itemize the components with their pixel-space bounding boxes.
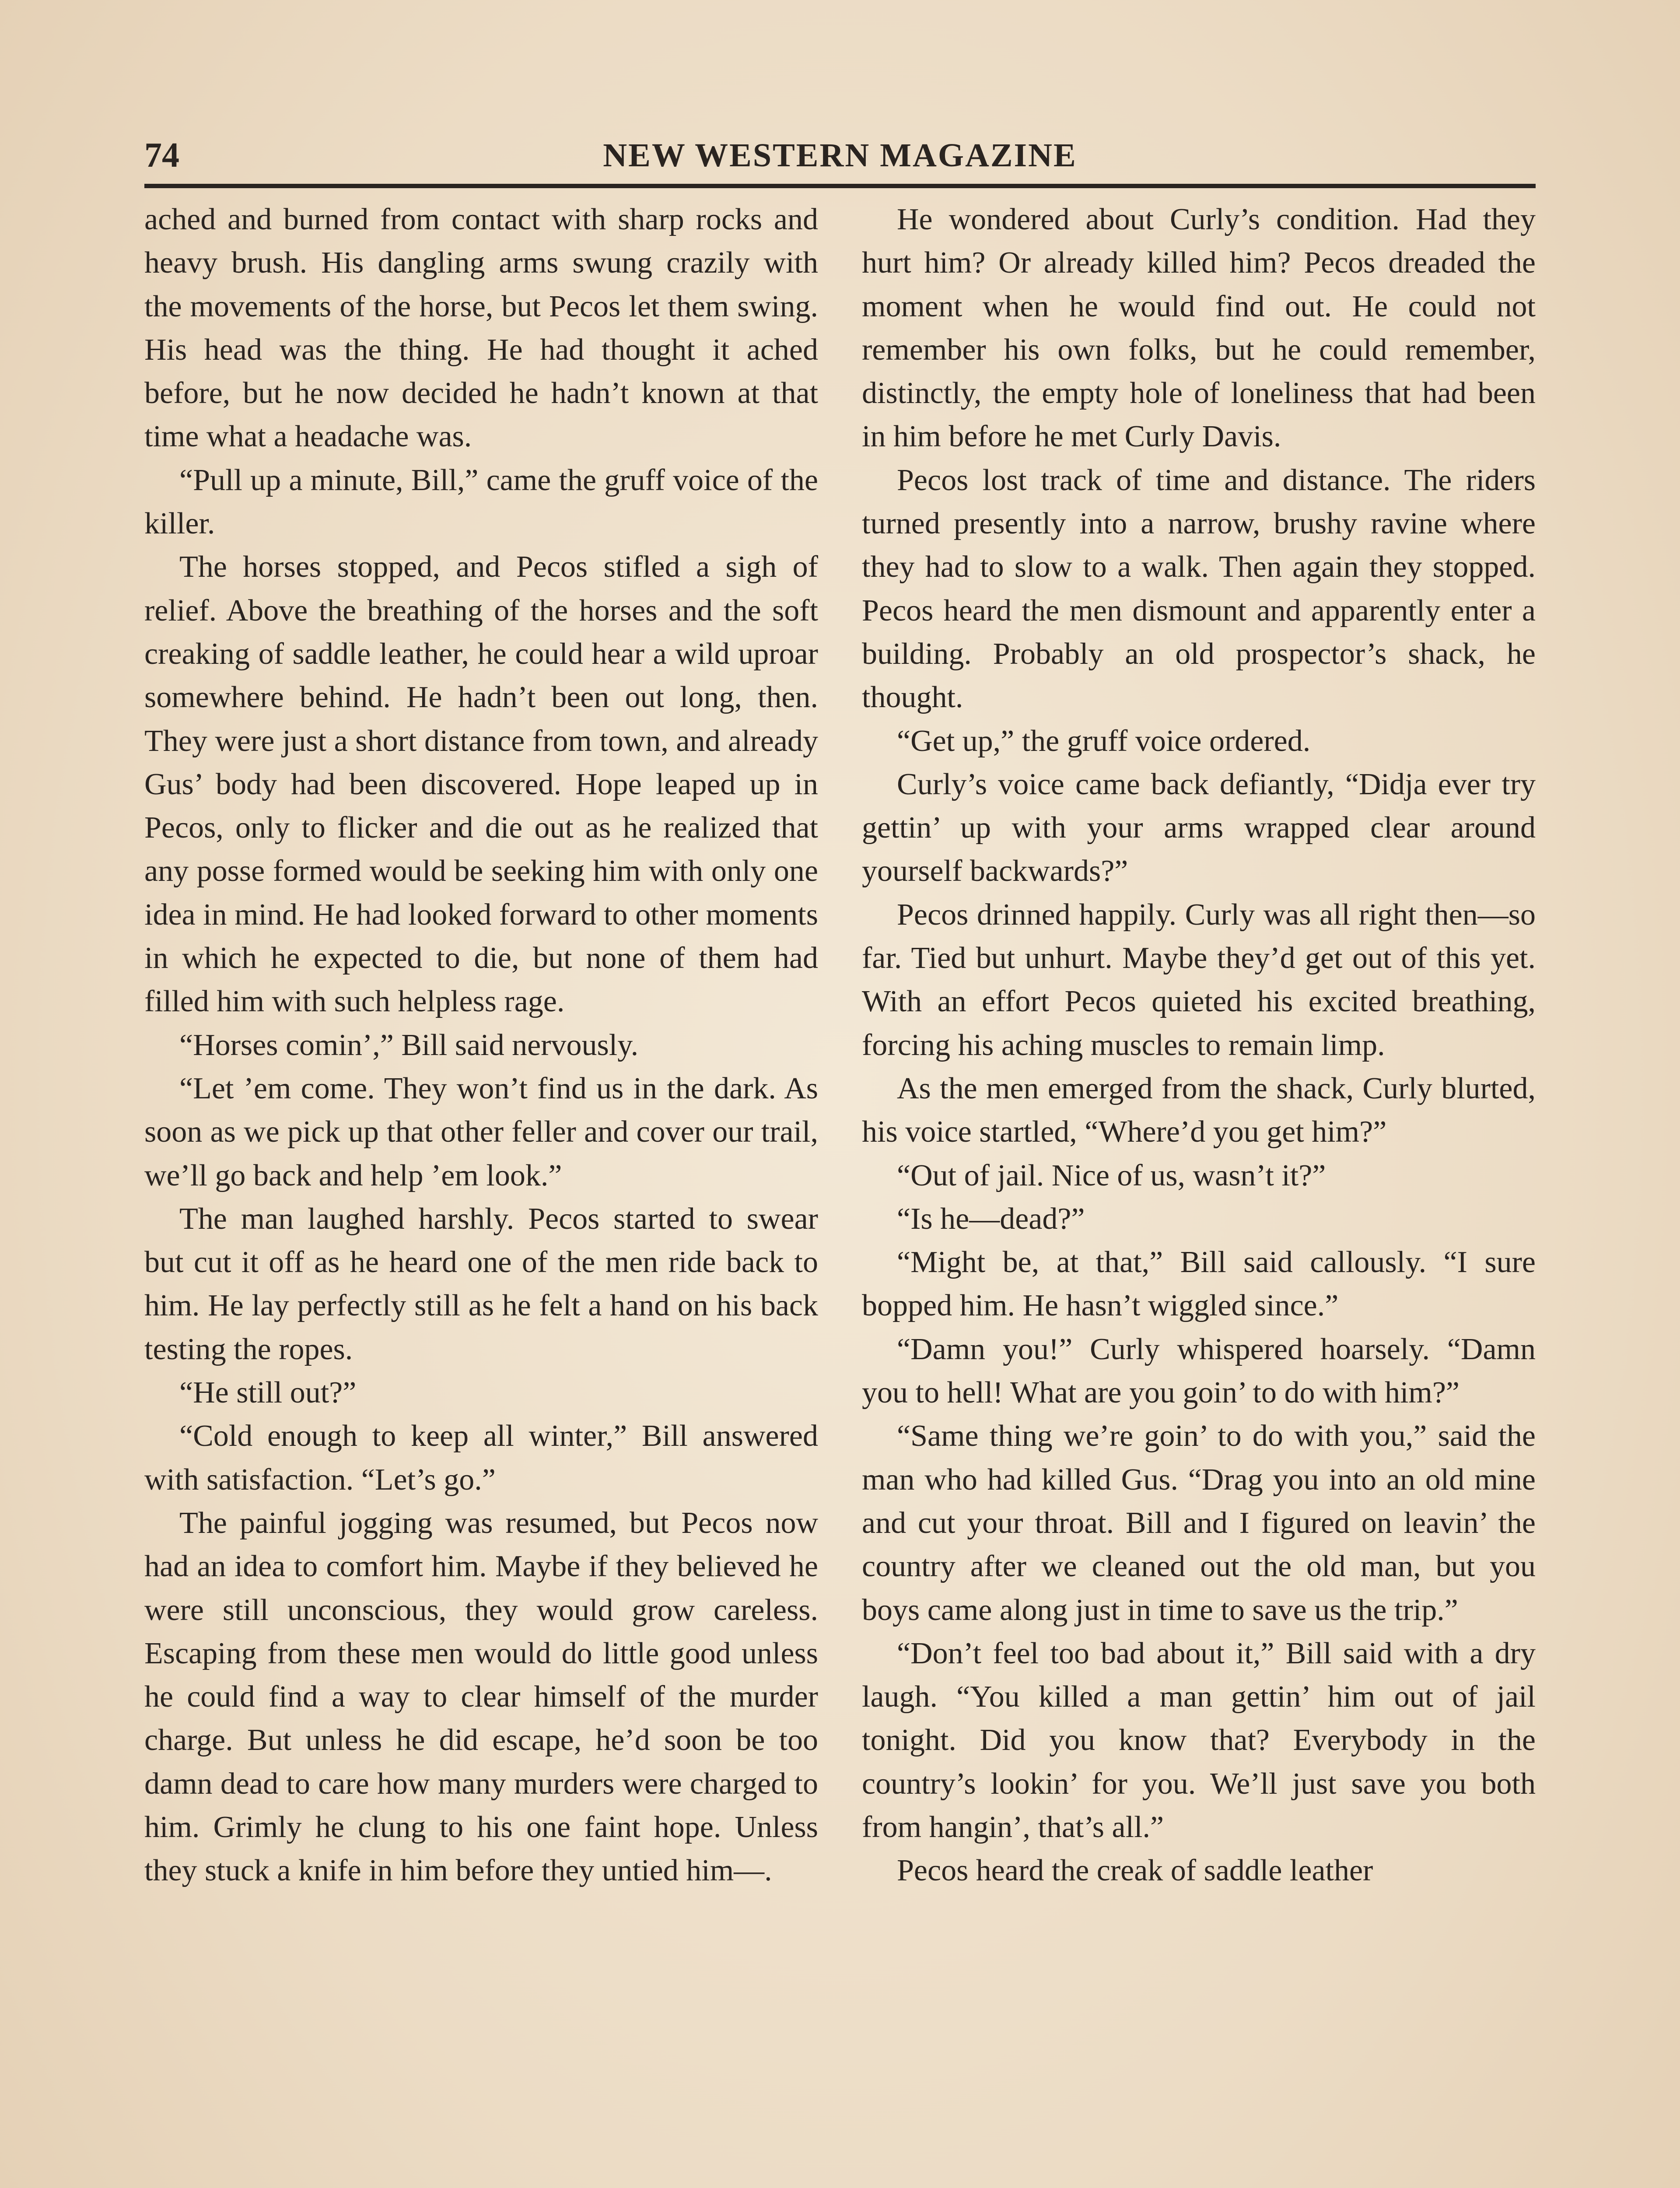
paragraph: “Same thing we’re goin’ to do with you,” said the man who had killed Gus. “Drag you into an old mine and cut your throat. Bill and I figured on leavin’ the country after we cleaned out the old man, but you boys came along just in time to save us the trip.” (862, 1419, 1536, 1627)
paragraph: He wondered about Curly’s condition. Had they hurt him? Or already killed him? Pecos dreaded the moment when he would find out. He could not remember his own folks, but he could remember, distinctly, the empty hole of loneliness that had been in him before he met Curly Davis. (862, 203, 1536, 454)
header-rule (144, 184, 1536, 188)
paragraph: Pecos drinned happily. Curly was all right then—so far. Tied but unhurt. Maybe they’d get out of this yet. With an effort Pecos quieted his excited breathing, forcing his aching muscles to remain limp. (862, 898, 1536, 1062)
paragraph: Pecos lost track of time and distance. The riders turned presently into a narrow, brushy ravine where they had to slow to a walk. Then again they stopped. Pecos heard the men dismount and apparently enter a building. Probably an old prospector’s shack, he thought. (862, 463, 1536, 715)
text-column-left (144, 198, 818, 1893)
running-title: NEW WESTERN MAGAZINE (603, 137, 1077, 174)
paragraph: “Let ’em come. They won’t find us in the dark. As soon as we pick up that other feller and cover our trail, we’ll go back and help ’em look.” (144, 1071, 818, 1192)
paragraph: ached and burned from contact with sharp rocks and heavy brush. His dangling arms swung crazily with the movements of the horse, but Pecos let them swing. His head was the thing. He had thought it ached before, but he now decided he hadn’t known at that time what a headache was. (144, 203, 818, 454)
paragraph: “Don’t feel too bad about it,” Bill said with a dry laugh. “You killed a man gettin’ him out of jail tonight. Did you know that? Everybody in the country’s lookin’ for you. We’ll just save you both from hangin’, that’s all.” (862, 1636, 1536, 1844)
paragraph: The man laughed harshly. Pecos started to swear but cut it off as he heard one of the men ride back to him. He lay perfectly still as he felt a hand on his back testing the ropes. (144, 1202, 818, 1366)
paragraph: “Horses comin’,” Bill said nervously. (179, 1028, 639, 1062)
text-column-right (862, 198, 1536, 1893)
paragraph: Curly’s voice came back defiantly, “Didja ever try gettin’ up with your arms wrapped clear around yourself backwards?” (862, 767, 1536, 888)
paragraph: “Cold enough to keep all winter,” Bill answered with satisfaction. “Let’s go.” (144, 1419, 818, 1497)
paragraph: “Is he—dead?” (897, 1202, 1085, 1236)
paragraph: “He still out?” (179, 1376, 357, 1410)
paragraph: “Might be, at that,” Bill said callously. “I sure bopped him. He hasn’t wiggled since.” (862, 1245, 1536, 1323)
paragraph: “Damn you!” Curly whispered hoarsely. “Damn you to hell! What are you goin’ to do with him?” (862, 1332, 1536, 1410)
paragraph: As the men emerged from the shack, Curly blurted, his voice startled, “Where’d you get him?” (862, 1071, 1536, 1149)
page-header (144, 131, 1536, 188)
paragraph: “Pull up a minute, Bill,” came the gruff voice of the killer. (144, 463, 818, 541)
page-number: 74 (144, 136, 179, 175)
paragraph: “Get up,” the gruff voice ordered. (897, 724, 1311, 758)
paragraph: The horses stopped, and Pecos stifled a sigh of relief. Above the breathing of the horses and the soft creaking of saddle leather, he could hear a wild uproar somewhere behind. He hadn’t been out long, then. They were just a short distance from town, and already Gus’ body had been discovered. Hope leaped up in Pecos, only to flicker and die out as he realized that any posse formed would be seeking him with only one idea in mind. He had looked forward to other moments in which he expected to die, but none of them had filled him with such helpless rage. (144, 550, 818, 1019)
paragraph: Pecos heard the creak of saddle leather (897, 1854, 1373, 1888)
paragraph: “Out of jail. Nice of us, wasn’t it?” (897, 1158, 1326, 1192)
paragraph: The painful jogging was resumed, but Pecos now had an idea to comfort him. Maybe if they believed he were still unconscious, they would grow careless. Escaping from these men would do little good unless he could find a way to clear himself of the murder charge. But unless he did escape, he’d soon be too damn dead to care how many murders were charged to him. Grimly he clung to his one faint hope. Unless they stuck a knife in him before they untied him—. (144, 1506, 818, 1888)
